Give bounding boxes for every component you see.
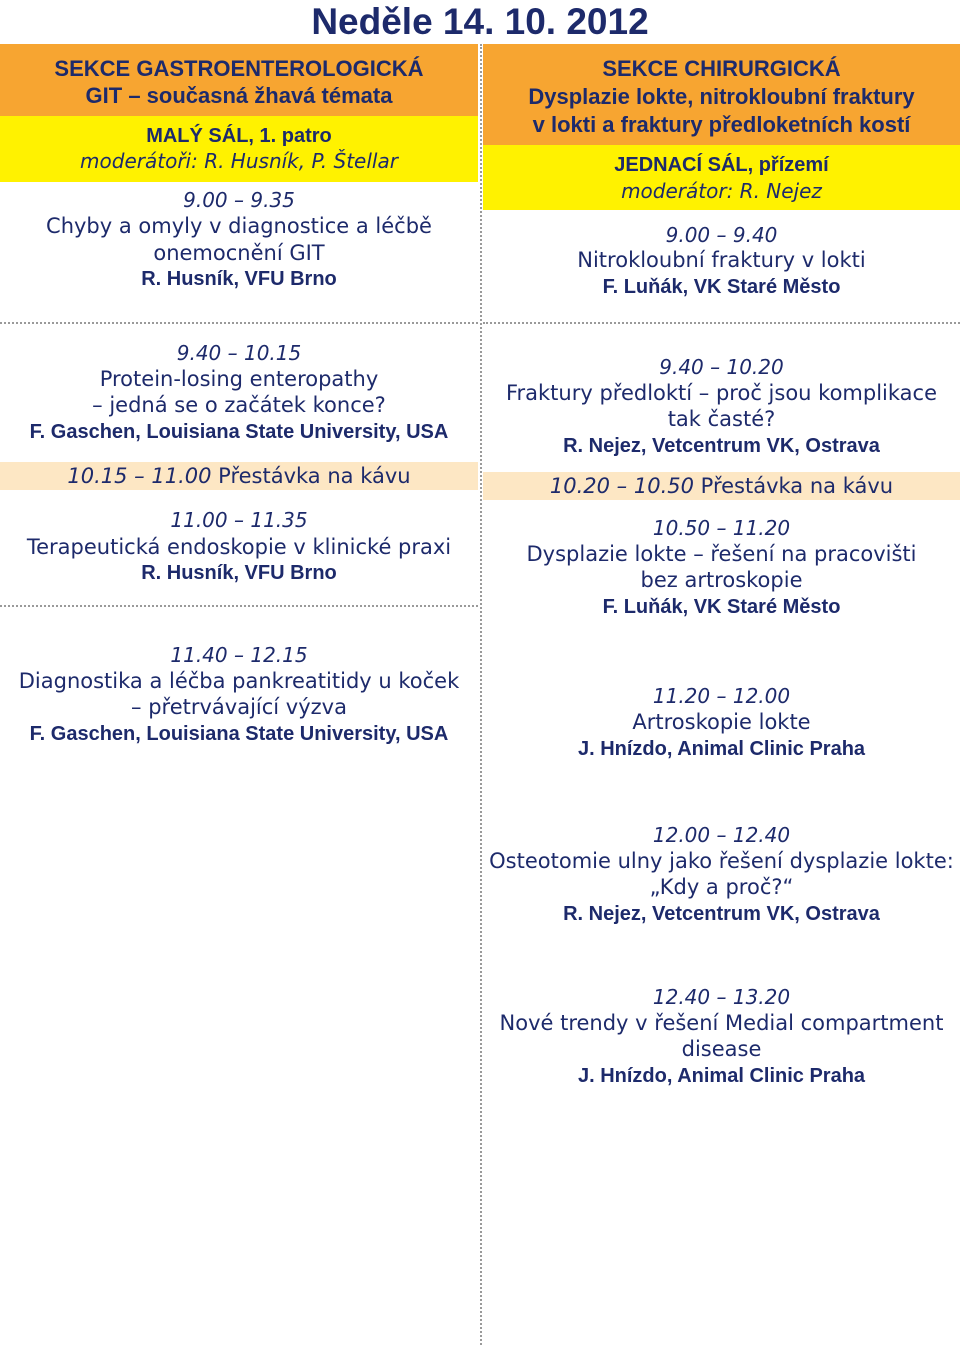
talk-speaker: R. Nejez, Vetcentrum VK, Ostrava bbox=[563, 903, 880, 925]
talk-title: Chyby a omyly v diagnostice a léčbě bbox=[46, 214, 432, 238]
left-moderators: moderátoři: R. Husník, P. Štellar bbox=[80, 149, 398, 173]
right-moderators: moderátor: R. Nejez bbox=[621, 179, 822, 203]
talk-time: 9.40 – 10.15 bbox=[176, 341, 302, 365]
talk-title: Nitrokloubní fraktury v lokti bbox=[577, 248, 866, 272]
talk-time: 12.40 – 13.20 bbox=[652, 985, 791, 1009]
divider bbox=[0, 322, 478, 324]
right-section-topic: v lokti a fraktury předloketních kostí bbox=[532, 112, 911, 137]
right-section-topic: Dysplazie lokte, nitrokloubní fraktury bbox=[528, 84, 915, 109]
coffee-break-right bbox=[483, 473, 960, 499]
talk-title: Protein-losing enteropathy bbox=[99, 367, 379, 391]
talk-speaker: F. Luňák, VK Staré Město bbox=[602, 596, 841, 618]
talk-title: Fraktury předloktí – proč jsou komplikace bbox=[505, 381, 938, 405]
talk-speaker: R. Husník, VFU Brno bbox=[141, 562, 337, 584]
talk-time: 9.40 – 10.20 bbox=[659, 355, 784, 379]
coffee-break-label: Přestávka na kávu bbox=[700, 474, 894, 498]
talk-title: „Kdy a proč?“ bbox=[649, 875, 794, 899]
coffee-break-time: 10.15 – 11.00 bbox=[67, 464, 212, 488]
divider bbox=[0, 605, 478, 607]
divider bbox=[483, 322, 960, 324]
talk-time: 11.00 – 11.35 bbox=[170, 508, 308, 532]
talk-speaker: R. Husník, VFU Brno bbox=[141, 268, 337, 290]
talk-speaker: F. Gaschen, Louisiana State University, USA bbox=[29, 723, 449, 745]
right-room: JEDNACÍ SÁL, přízemí bbox=[614, 154, 829, 176]
coffee-break-time: 10.20 – 10.50 bbox=[549, 474, 694, 498]
talk-title: bez artroskopie bbox=[640, 568, 803, 592]
talk-title: Nové trendy v řešení Medial compartment bbox=[499, 1011, 944, 1035]
talk-time: 12.00 – 12.40 bbox=[652, 823, 791, 847]
talk-speaker: R. Nejez, Vetcentrum VK, Ostrava bbox=[563, 435, 880, 457]
left-room: MALÝ SÁL, 1. patro bbox=[146, 125, 332, 147]
coffee-break-left bbox=[0, 463, 478, 489]
talk-time: 11.40 – 12.15 bbox=[170, 643, 308, 667]
talk-title: tak časté? bbox=[667, 407, 776, 431]
talk-speaker: F. Luňák, VK Staré Město bbox=[602, 276, 841, 298]
talk-speaker: J. Hnízdo, Animal Clinic Praha bbox=[577, 738, 866, 760]
talk-title: Osteotomie ulny jako řešení dysplazie lokte: bbox=[489, 849, 954, 873]
talk-title: – jedná se o začátek konce? bbox=[92, 393, 386, 417]
talk-title: onemocnění GIT bbox=[153, 241, 325, 265]
talk-title: – přetrvávající výzva bbox=[131, 695, 347, 719]
page-title: Neděle 14. 10. 2012 bbox=[0, 0, 960, 44]
talk-title: disease bbox=[681, 1037, 762, 1061]
left-section-title: SEKCE GASTROENTEROLOGICKÁ bbox=[54, 56, 424, 81]
talk-time: 9.00 – 9.40 bbox=[665, 223, 778, 247]
talk-time: 11.20 – 12.00 bbox=[652, 684, 791, 708]
talk-title: Terapeutická endoskopie v klinické praxi bbox=[26, 535, 452, 559]
talk-title: Diagnostika a léčba pankreatitidy u koček bbox=[18, 669, 460, 693]
talk-title: Artroskopie lokte bbox=[632, 710, 811, 734]
left-section-topic: GIT – současná žhavá témata bbox=[85, 83, 393, 108]
talk-speaker: F. Gaschen, Louisiana State University, USA bbox=[29, 421, 449, 443]
talk-title: Dysplazie lokte – řešení na pracovišti bbox=[526, 542, 917, 566]
column-divider bbox=[480, 44, 482, 1345]
talk-speaker: J. Hnízdo, Animal Clinic Praha bbox=[577, 1065, 866, 1087]
right-section-title: SEKCE CHIRURGICKÁ bbox=[602, 56, 841, 81]
talk-time: 10.50 – 11.20 bbox=[652, 516, 791, 540]
coffee-break-label: Přestávka na kávu bbox=[218, 464, 411, 488]
talk-time: 9.00 – 9.35 bbox=[183, 188, 295, 212]
